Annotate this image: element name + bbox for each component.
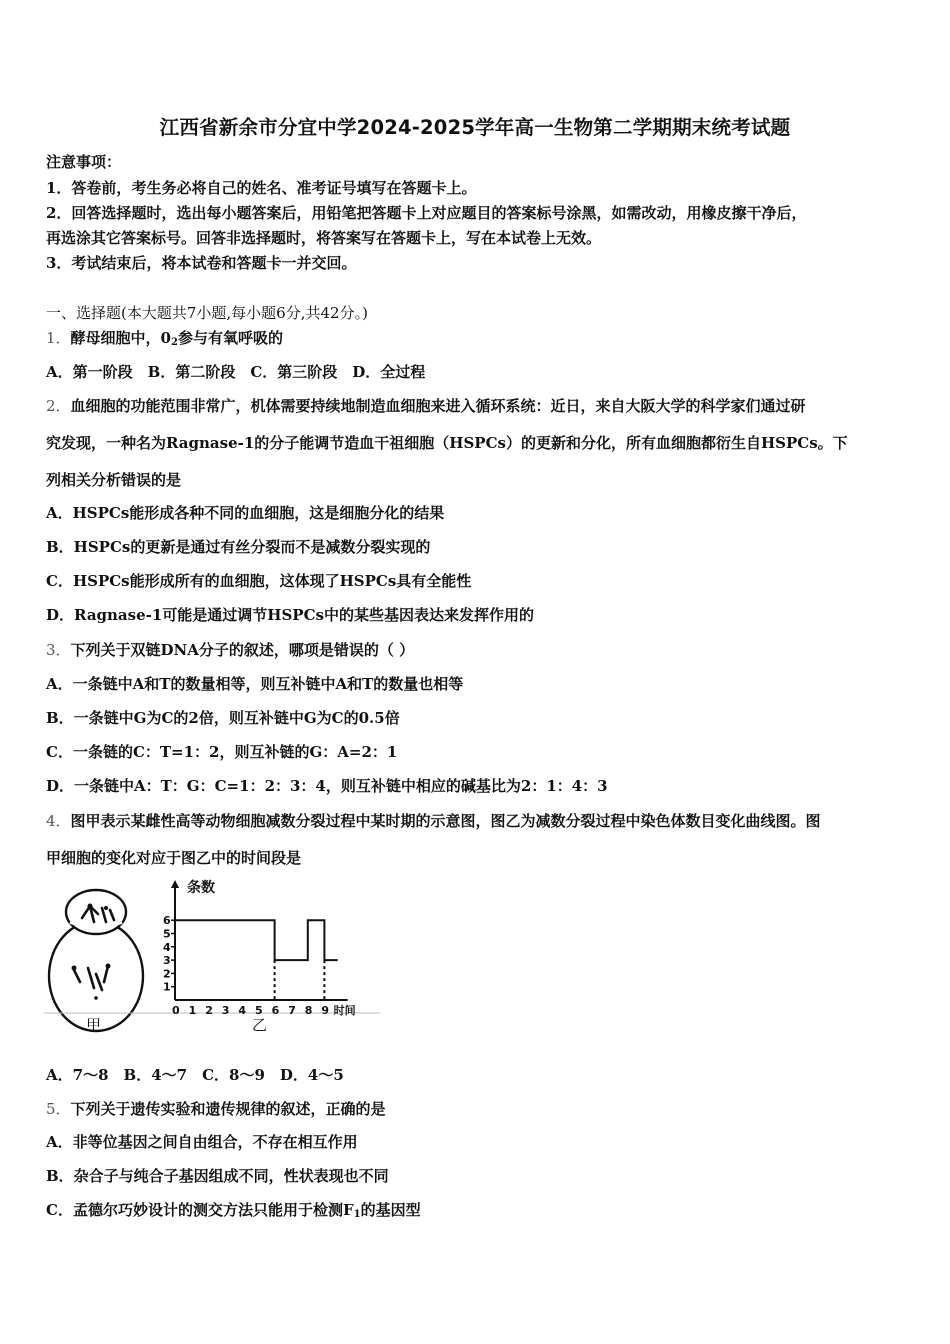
question-2: 2．血细胞的功能范围非常广，机体需要持续地制造血细胞来进入循环系统：近日，来自大阪大学的科学家们通过研: [46, 397, 806, 415]
notice-heading: 注意事项：: [46, 153, 122, 171]
question-4: 4．图甲表示某雌性高等动物细胞减数分裂过程中某时期的示意图，图乙为减数分裂过程中染色体数目变化曲线图。图: [46, 812, 821, 830]
y-tick-label: 4: [163, 940, 171, 954]
notice-item: 3．考试结束后，将本试卷和答题卡一并交回。: [46, 254, 357, 272]
question-5-option-a: A．非等位基因之间自由组合，不存在相互作用: [46, 1133, 358, 1151]
y-tick-label: 1: [163, 980, 171, 994]
question-1: 1．酵母细胞中，$0_2$参与有氧呼吸的: [46, 329, 283, 348]
notice-item: 2．回答选择题时，选出每小题答案后，用铅笔把答题卡上对应题目的答案标号涂黑，如需改动，用橡皮擦干净后，: [46, 204, 807, 222]
page-title: 江西省新余市分宜中学2024-2025学年高一生物第二学期期末统考试题: [159, 116, 791, 139]
x-tick-label: 1: [188, 1004, 197, 1017]
question-3: 3．下列关于双链DNA分子的叙述，哪项是错误的（ ）: [46, 641, 415, 659]
question-5-option-b: B．杂合子与纯合子基因组成不同，性状表现也不同: [46, 1167, 389, 1185]
x-tick-label: 5: [255, 1004, 263, 1017]
question-5-option-c: C．孟德尔巧妙设计的测交方法只能用于检测$F_1$的基因型: [46, 1201, 421, 1220]
x-tick-label: 3: [221, 1004, 230, 1017]
x-tick-label: 9: [321, 1004, 330, 1017]
section-heading: 一、选择题(本大题共7小题,每小题6分,共42分。): [46, 304, 368, 322]
question-number: 4．: [46, 812, 71, 830]
question-3-option-c: C．一条链的C：T=1：2，则互补链的G：A=2：1: [46, 743, 398, 761]
question-4-options: A．7～8 B．4～7 C．8～9 D．4～5: [46, 1066, 344, 1084]
x-tick-label: 2: [205, 1004, 213, 1017]
y-tick-label: 2: [163, 967, 171, 981]
series-line: [175, 920, 338, 960]
notice-item: 1．答卷前，考生务必将自己的姓名、准考证号填写在答题卡上。: [46, 179, 477, 197]
question-2-stem: 列相关分析错误的是: [46, 471, 182, 489]
x-tick-label: 4: [238, 1004, 247, 1017]
x-tick-label: 8: [304, 1004, 313, 1017]
question-3-option-d: D．一条链中A：T：G：C=1：2：3：4，则互补链中相应的碱基比为2：1：4：3: [46, 777, 608, 795]
x-tick-label: 7: [288, 1004, 296, 1017]
x-axis-label: 时间: [333, 1004, 356, 1017]
figure-label-yi: 乙: [252, 1016, 268, 1034]
question-4-stem: 甲细胞的变化对应于图乙中的时间段是: [46, 849, 302, 867]
figure-label-jia: 甲: [86, 1016, 102, 1034]
x-tick-label: 0: [172, 1004, 180, 1017]
y-tick-label: 6: [163, 914, 171, 928]
question-3-option-b: B．一条链中G为C的2倍，则互补链中G为C的0.5倍: [46, 709, 400, 727]
notice-item: 再选涂其它答案标号。回答非选择题时，将答案写在答题卡上，写在本试卷上无效。: [46, 229, 602, 247]
y-axis-label: 条数: [187, 880, 215, 896]
question-2-option-a: A．HSPCs能形成各种不同的血细胞，这是细胞分化的结果: [46, 504, 445, 522]
y-tick-label: 3: [163, 954, 171, 968]
question-2-option-d: D．Ragnase-1可能是通过调节HSPCs中的某些基因表达来发挥作用的: [46, 606, 534, 624]
question-number: 3．: [46, 641, 71, 659]
x-tick-label: 6: [271, 1004, 280, 1017]
question-4-figure: [44, 878, 384, 1038]
question-2-stem: 究发现，一种名为Ragnase-1的分子能调节造血干祖细胞（HSPCs）的更新和分化，所有血细胞都衍生自HSPCs。下: [46, 434, 848, 452]
question-number: 2．: [46, 397, 71, 415]
question-2-option-b: B．HSPCs的更新是通过有丝分裂而不是减数分裂实现的: [46, 538, 431, 556]
question-3-option-a: A．一条链中A和T的数量相等，则互补链中A和T的数量也相等: [46, 675, 464, 693]
y-axis-arrow: [171, 880, 179, 888]
question-number: 5．: [46, 1100, 71, 1118]
question-number: 1．: [46, 329, 71, 347]
question-2-option-c: C．HSPCs能形成所有的血细胞，这体现了HSPCs具有全能性: [46, 572, 472, 590]
question-1-options: A．第一阶段 B．第二阶段 C．第三阶段 D．全过程: [46, 363, 426, 381]
y-tick-label: 5: [163, 927, 171, 941]
question-5: 5．下列关于遗传实验和遗传规律的叙述，正确的是: [46, 1100, 386, 1118]
